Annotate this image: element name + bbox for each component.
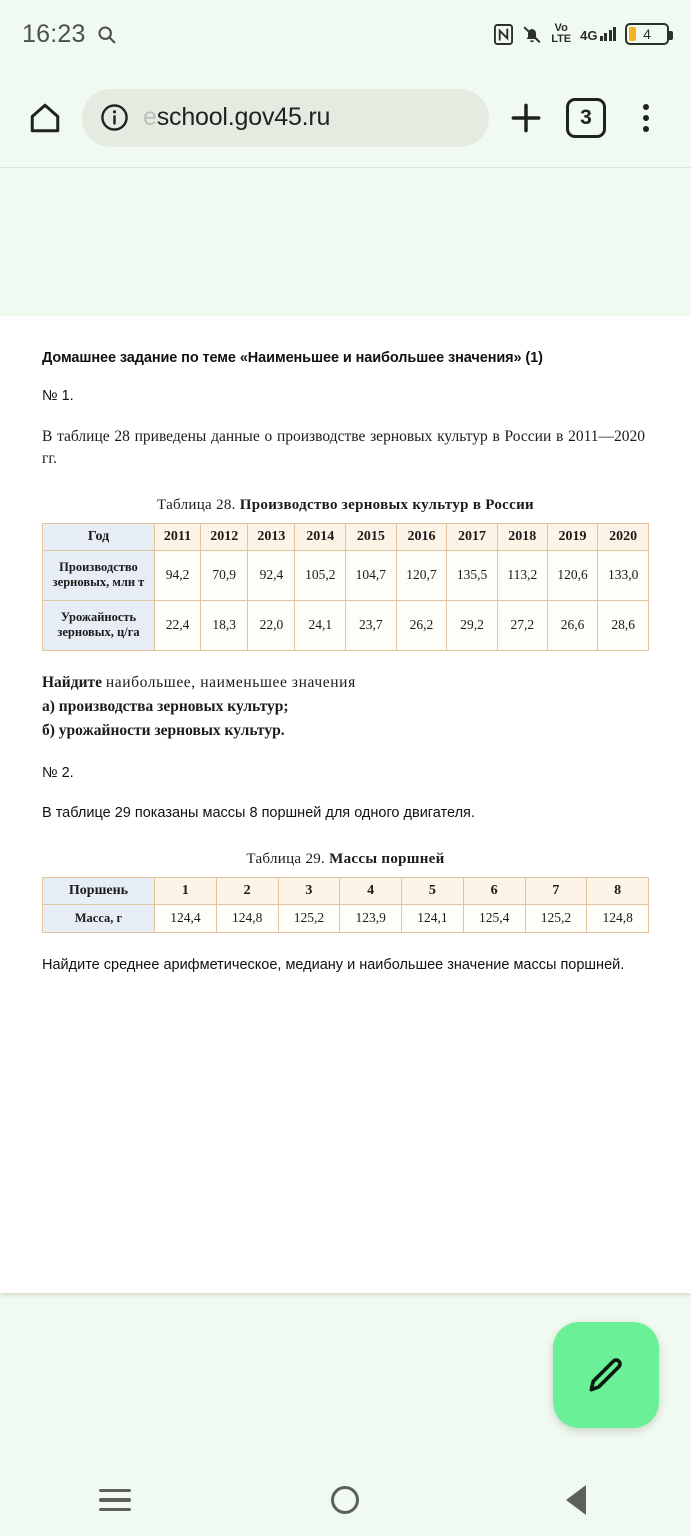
table-cell: 29,2 xyxy=(447,600,498,650)
table-29-header-row xyxy=(43,877,649,904)
table-28-corner-label: Год xyxy=(43,523,155,550)
table-28-year: 2012 xyxy=(201,523,248,550)
task-2-number: № 2. xyxy=(42,764,74,781)
table-29-corner-label: Поршень xyxy=(43,877,155,904)
table-29-index: 6 xyxy=(463,877,525,904)
table-28-year: 2018 xyxy=(497,523,547,550)
recents-icon[interactable] xyxy=(0,1464,230,1536)
info-icon[interactable] xyxy=(100,103,129,132)
task-1-number: № 1. xyxy=(42,388,74,404)
search-icon[interactable] xyxy=(96,24,117,45)
back-triangle-icon[interactable] xyxy=(461,1464,691,1536)
url-text-visible: school.gov45.ru xyxy=(156,103,331,131)
table-cell: 124,4 xyxy=(155,904,217,932)
volte-indicator: Vo LTE xyxy=(551,22,572,45)
table-row xyxy=(43,550,649,600)
table-28-row-label: Производство зерновых, млн т xyxy=(43,550,155,600)
table-cell: 125,4 xyxy=(463,904,525,932)
task-2-intro: В таблице 29 показаны массы 8 поршней для одного двигателя. xyxy=(42,804,475,821)
table-29-caption-title: Массы поршней xyxy=(329,850,445,867)
tab-counter-button[interactable] xyxy=(563,95,609,141)
table-29-index: 2 xyxy=(216,877,278,904)
url-bar[interactable] xyxy=(82,89,489,147)
battery-icon xyxy=(625,23,669,45)
table-28-caption xyxy=(42,497,649,514)
table-cell: 26,2 xyxy=(396,600,447,650)
status-bar-right xyxy=(494,23,669,45)
url-text[interactable] xyxy=(143,103,330,132)
table-cell: 18,3 xyxy=(201,600,248,650)
table-cell: 124,8 xyxy=(216,904,278,932)
table-28-year: 2019 xyxy=(547,523,598,550)
table-28-year: 2014 xyxy=(295,523,346,550)
table-28-year: 2015 xyxy=(346,523,397,550)
table-28-year: 2016 xyxy=(396,523,447,550)
table-cell: 22,4 xyxy=(155,600,201,650)
task-1-prompt-rest: наибольшее, наименьшее значения xyxy=(105,673,356,691)
document-content xyxy=(0,316,691,1293)
task-1-prompt xyxy=(42,671,649,695)
signal-strength-icon xyxy=(580,27,616,41)
table-29-index: 7 xyxy=(525,877,587,904)
table-28-year: 2013 xyxy=(248,523,295,550)
table-cell: 92,4 xyxy=(248,550,295,600)
table-cell: 120,7 xyxy=(396,550,447,600)
table-cell: 22,0 xyxy=(248,600,295,650)
task-1-prompt-block xyxy=(42,671,649,743)
table-29-caption xyxy=(42,851,649,868)
table-cell: 120,6 xyxy=(547,550,598,600)
table-28-year: 2017 xyxy=(447,523,498,550)
table-cell: 27,2 xyxy=(497,600,547,650)
table-29-index: 8 xyxy=(587,877,649,904)
battery-level-label: 4 xyxy=(643,26,651,42)
table-cell: 26,6 xyxy=(547,600,598,650)
task-1-item-b: б) урожайности зерновых культур. xyxy=(42,721,285,739)
table-cell: 70,9 xyxy=(201,550,248,600)
signal-bars xyxy=(600,27,617,41)
table-cell: 104,7 xyxy=(346,550,397,600)
overflow-menu-icon[interactable] xyxy=(623,95,669,141)
table-28 xyxy=(42,523,649,651)
table-28-year: 2020 xyxy=(598,523,649,550)
browser-toolbar xyxy=(0,68,691,168)
tab-count-label: 3 xyxy=(566,98,606,138)
home-circle-icon[interactable] xyxy=(230,1464,460,1536)
nfc-icon xyxy=(494,24,513,45)
table-28-caption-title: Производство зерновых культур в России xyxy=(239,496,534,513)
task-2-prompt: Найдите среднее арифметическое, медиану и наибольшее значение массы поршней. xyxy=(42,956,625,973)
bell-muted-icon xyxy=(522,24,542,45)
table-29-index: 3 xyxy=(278,877,340,904)
url-text-clipped: e xyxy=(143,103,157,131)
plus-icon[interactable] xyxy=(503,95,549,141)
table-29-row-label: Масса, г xyxy=(43,904,155,932)
table-cell: 124,8 xyxy=(587,904,649,932)
table-cell: 24,1 xyxy=(295,600,346,650)
table-cell: 94,2 xyxy=(155,550,201,600)
status-clock: 16:23 xyxy=(22,19,86,48)
network-type-label: 4G xyxy=(580,28,598,43)
table-row xyxy=(43,600,649,650)
table-28-caption-prefix: Таблица 28. xyxy=(157,496,236,513)
table-cell: 113,2 xyxy=(497,550,547,600)
pencil-icon xyxy=(584,1353,628,1397)
home-icon[interactable] xyxy=(22,95,68,141)
table-29-index: 1 xyxy=(155,877,217,904)
table-cell: 23,7 xyxy=(346,600,397,650)
table-29-index: 5 xyxy=(402,877,464,904)
table-cell: 125,2 xyxy=(525,904,587,932)
edit-fab-button[interactable] xyxy=(553,1322,659,1428)
task-1-prompt-lead: Найдите xyxy=(42,673,103,691)
android-nav-bar xyxy=(0,1464,691,1536)
table-29 xyxy=(42,877,649,933)
table-cell: 125,2 xyxy=(278,904,340,932)
table-29-caption-prefix: Таблица 29. xyxy=(246,850,326,867)
table-row xyxy=(43,904,649,932)
table-cell: 133,0 xyxy=(598,550,649,600)
table-28-row-label: Урожайность зерновых, ц/га xyxy=(43,600,155,650)
status-bar xyxy=(0,0,691,68)
table-cell: 123,9 xyxy=(340,904,402,932)
table-cell: 105,2 xyxy=(295,550,346,600)
table-29-index: 4 xyxy=(340,877,402,904)
status-bar-left xyxy=(22,20,117,49)
table-cell: 135,5 xyxy=(447,550,498,600)
page-title: Домашнее задание по теме «Наименьшее и наибольшее значения» (1) xyxy=(42,350,543,366)
task-1-intro: В таблице 28 приведены данные о производстве зерновых культур в России в 2011—2020 гг. xyxy=(42,428,645,468)
table-28-header-row xyxy=(43,523,649,550)
table-cell: 124,1 xyxy=(402,904,464,932)
page-top-spacer xyxy=(0,168,691,316)
task-1-item-a: а) производства зерновых культур; xyxy=(42,697,289,715)
table-28-year: 2011 xyxy=(155,523,201,550)
table-cell: 28,6 xyxy=(598,600,649,650)
